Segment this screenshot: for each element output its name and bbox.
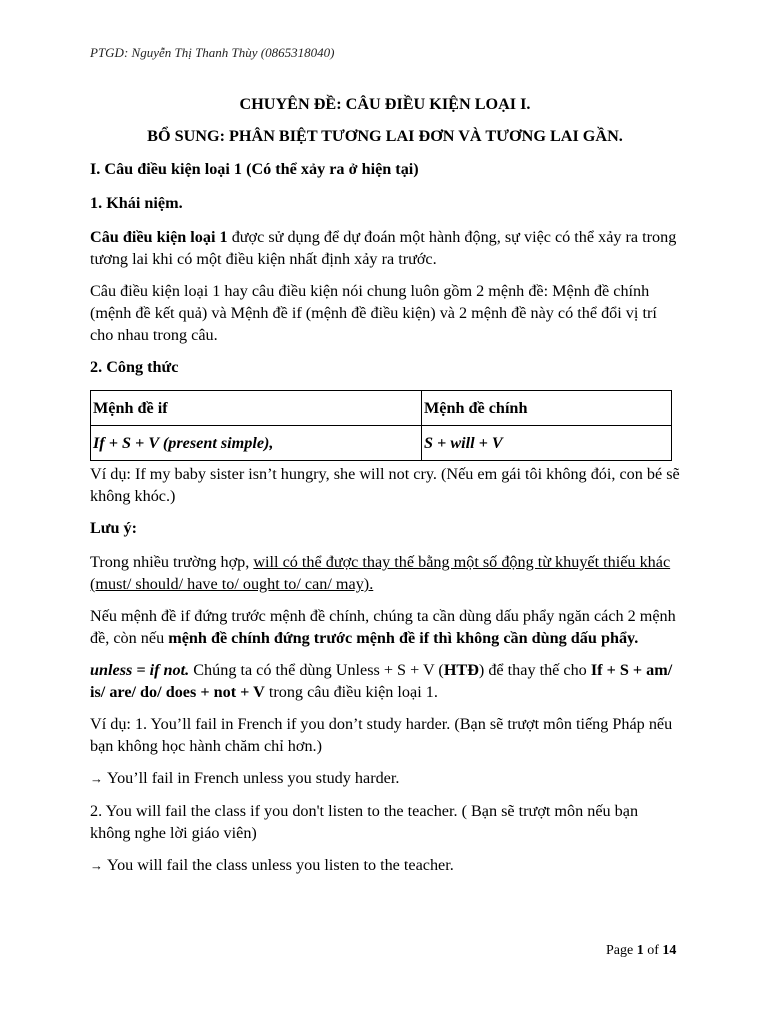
concept-paragraph: [90, 226, 680, 270]
unless-tense: HTĐ: [443, 661, 479, 679]
table-row: [91, 391, 672, 426]
unless-term: unless = if not.: [90, 661, 190, 679]
unless-formula: If + S + am/ is/ are/ do/ does + not + V: [90, 661, 673, 701]
page-footer: [606, 943, 676, 959]
topic-title: CHUYÊN ĐỀ: CÂU ĐIỀU KIỆN LOẠI I.: [239, 95, 531, 113]
formula-table: [90, 390, 672, 461]
note-modal-text: Trong nhiều trường hợp,: [90, 553, 254, 571]
note-comma-text: Nếu mệnh đề if đứng trước mệnh đề chính, chúng ta cần dùng dấu phẩy ngăn cách 2 mệnh đề, còn nếu: [90, 607, 676, 647]
concept-term: Câu điều kiện loại 1: [90, 228, 228, 246]
right-arrow-icon: →: [90, 858, 103, 873]
table-header-main-clause: Mệnh đề chính: [422, 391, 672, 426]
note-modal-underlined: will có thể được thay thế bằng một số động từ khuyết thiếu khác (must/ should/ have to/ ought to/ can/ may).: [90, 553, 671, 593]
structure-paragraph: Câu điều kiện loại 1 hay câu điều kiện nói chung luôn gồm 2 mệnh đề: Mệnh đề chính (mệnh đề kết quả) và Mệnh đề if (mệnh đề điều kiện) và 2 mệnh đề này có thể đổi vị trí cho nhau trong câu.: [90, 282, 657, 344]
example-2-result: [90, 854, 680, 877]
example-2: 2. You will fail the class if you don't listen to the teacher. ( Bạn sẽ trượt môn nếu bạn không nghe lời giáo viên): [90, 802, 639, 842]
of-label: of: [647, 943, 659, 958]
unless-text-2: ) để thay thế cho: [478, 661, 591, 679]
page-header: PTGD: Nguyễn Thị Thanh Thùy (0865318040): [90, 45, 335, 60]
unless-paragraph: [90, 659, 680, 703]
subheading-concept: 1. Khái niệm.: [90, 194, 183, 212]
section-heading: I. Câu điều kiện loại 1 (Có thể xảy ra ở hiện tại): [90, 160, 419, 178]
unless-text-1: Chúng ta có thể dùng Unless + S + V (: [189, 661, 444, 679]
example-1-result-text: You’ll fail in French unless you study harder.: [107, 769, 400, 787]
note-label: Lưu ý:: [90, 519, 138, 537]
table-cell-main-formula: S + will + V: [422, 426, 672, 461]
example-2-result-text: You will fail the class unless you listen to the teacher.: [107, 856, 454, 874]
example-paragraph: Ví dụ: If my baby sister isn’t hungry, she will not cry. (Nếu em gái tôi không đói, con bé sẽ không khóc.): [90, 465, 680, 505]
table-cell-if-formula: If + S + V (present simple),: [91, 426, 422, 461]
supplement-title: BỔ SUNG: PHÂN BIỆT TƯƠNG LAI ĐƠN VÀ TƯƠNG LAI GẦN.: [147, 127, 623, 145]
note-comma: [90, 605, 680, 649]
page-number: 1: [636, 943, 644, 958]
example-1: Ví dụ: 1. You’ll fail in French if you don’t study harder. (Bạn sẽ trượt môn tiếng Pháp nếu bạn không học hành chăm chỉ hơn.): [90, 715, 673, 755]
page-total: 14: [662, 943, 677, 958]
note-comma-bold: mệnh đề chính đứng trước mệnh đề if thì không cần dùng dấu phẩy.: [168, 629, 639, 647]
example-1-result: [90, 767, 680, 790]
document-body: [90, 93, 680, 887]
concept-text: được sử dụng để dự đoán một hành động, sự việc có thể xảy ra trong tương lai khi có một điều kiện nhất định xảy ra trước.: [90, 228, 677, 268]
unless-text-3: trong câu điều kiện loại 1.: [264, 683, 438, 701]
table-header-if-clause: Mệnh đề if: [91, 391, 422, 426]
table-row: [91, 426, 672, 461]
page-label: Page: [606, 943, 634, 958]
note-modal-verbs: [90, 551, 680, 595]
subheading-formula: 2. Công thức: [90, 358, 179, 376]
right-arrow-icon: →: [90, 771, 103, 786]
